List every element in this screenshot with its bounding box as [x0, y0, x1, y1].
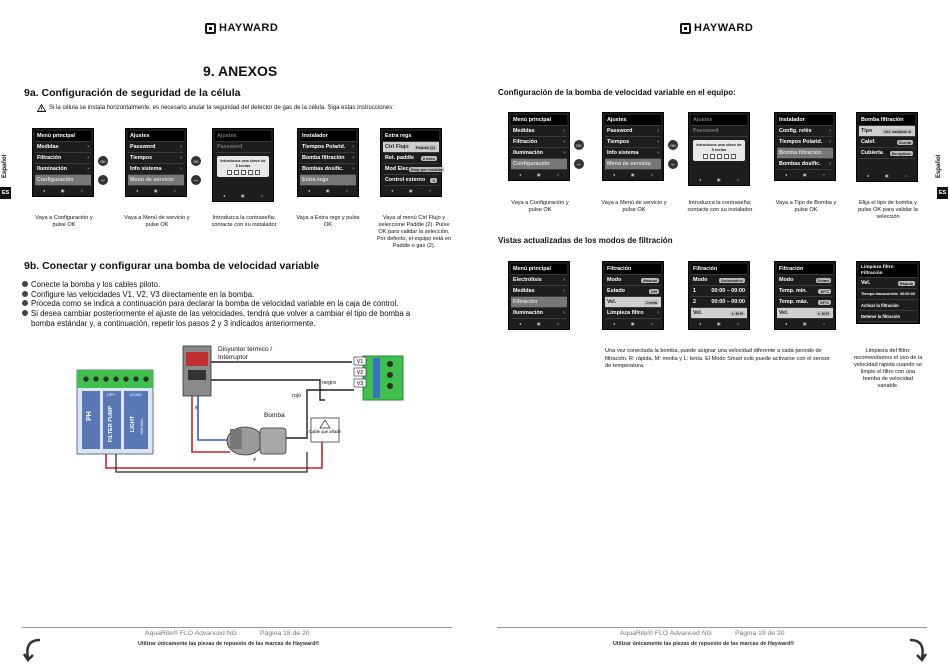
list-item: Configure las velocidades V1, V2, V3 directamente en la bomba. [22, 290, 422, 300]
back-icon: ◂ [42, 188, 45, 193]
menu-item-selected[interactable]: Configuración [511, 159, 567, 170]
caption-step-5: Elija el tipo de bomba y pulse OK para validar la selección [858, 200, 918, 220]
menu-item[interactable]: Filtración › [35, 153, 91, 164]
setting-row[interactable]: 1 00:00 – 00:00 [691, 286, 747, 297]
menu-item-selected[interactable]: Bomba filtración [777, 148, 833, 159]
board-dry-label: DRY [106, 392, 116, 397]
breaker-label: Disyuntor térmico / Interruptor [218, 346, 273, 362]
screen-title: Ajustes [691, 115, 747, 126]
password-popup[interactable]: Introduzca una clave de 5 teclas [693, 140, 745, 161]
menu-item[interactable]: Info sistema › [128, 164, 184, 175]
screen-footer [35, 186, 91, 195]
setting-row[interactable]: 2 00:00 – 00:00 [691, 297, 747, 308]
terminal-v1-label: V1 [356, 359, 364, 365]
back-arrow-icon: ↩ [668, 159, 678, 169]
wire-red-label: rojo [292, 393, 302, 399]
setting-row: Tiempo transcurrido 00:00:00 [859, 289, 917, 300]
caption-step-4: Vaya a Extra regs y pulse OK [296, 215, 360, 228]
view-filtration-auto: Filtración Modo Automático 1 00:00 – 00:00 2 00:00 – 00:00 Vel. L M R ◂ ▣ ⌂ [688, 261, 750, 330]
ok-button-icon: OK [98, 156, 108, 166]
setting-row[interactable]: Modo Manual [605, 275, 661, 286]
menu-item[interactable]: Iluminación › [35, 164, 91, 175]
footer-divider [22, 627, 452, 628]
list-item: Conecte la bomba y los cables piloto. [22, 280, 422, 290]
screen-title: Bomba filtración [859, 115, 915, 126]
menu-item[interactable]: Filtración › [511, 137, 567, 148]
screen-installer: Instalador Config. relés › Tiempos Polarid. › Bomba filtración Bombas dosific. › ◂ ▣ ⌂ [774, 112, 836, 181]
language-tab: Español [2, 154, 8, 178]
menu-item-selected[interactable]: Filtración [511, 297, 567, 308]
screen-password: Ajustes Password Introduzca una clave de 5 teclas ◂ ▣ ⌂ [212, 128, 274, 202]
ok-button-icon: OK [574, 140, 584, 150]
hayward-logo: HAYWARD [205, 22, 278, 34]
menu-item[interactable]: Password › [128, 142, 184, 153]
section-9a-title: 9a. Configuración de seguridad de la célula [24, 87, 241, 99]
menu-item-selected[interactable]: Extra regs [300, 175, 356, 186]
setting-row[interactable]: Limpieza filtro › [605, 308, 661, 319]
terminal-v2-label: V2 [356, 370, 364, 376]
board-ph-label: PH [86, 411, 93, 421]
stop-filtration-button[interactable]: Detener la filtración [859, 311, 917, 322]
caption-filtration-modes: Una vez conectada la bomba, puede asignar una velocidad diferente a cada periodo de filtración. R: rápida, M: media y L: lenta. El Modo Smart solo puede activarse con el sensor de temperatura. [605, 348, 830, 370]
menu-item[interactable]: Iluminación › [511, 148, 567, 159]
screen-title: Ajustes [215, 131, 271, 142]
footer-note: Utilizar únicamente las piezas de repuesto de las marcas de Hayward® [138, 641, 320, 647]
screen-settings: Ajustes Password › Tiempos › Info sistema › Menú de servicio ◂ ▣ ⌂ [602, 112, 664, 181]
screen-settings: Ajustes Password › Tiempos › Info sistema › Menú de servicio ◂ ▣ ⌂ [125, 128, 187, 197]
setting-row[interactable]: Tipo Vel. variable A [859, 126, 915, 137]
menu-item[interactable]: Tiempos Polarid. › [777, 137, 833, 148]
hayward-logo-icon [205, 23, 216, 34]
ok-button-icon: OK [668, 140, 678, 150]
menu-item[interactable]: Bombas dosific. › [777, 159, 833, 170]
view-main-menu: Menú principal Electrólisis › Medidas › Filtración Iluminación › ◂ ▣ ⌂ [508, 261, 570, 330]
menu-item[interactable]: Tiempos Polarid. › [300, 142, 356, 153]
screen-title: Menú principal [35, 131, 91, 142]
menu-item[interactable]: Info sistema › [605, 148, 661, 159]
menu-item[interactable]: Iluminación › [511, 308, 567, 319]
setting-row[interactable]: Vel. Rápida [859, 278, 917, 289]
language-code: ES [937, 187, 948, 199]
page-curl-back-icon[interactable] [22, 636, 44, 662]
menu-item: Password [215, 142, 271, 153]
caption-step-2: Vaya a Menú de servicio y pulse OK [124, 215, 190, 228]
view-filtration-smart: Filtración Modo Smart Temp. mín. 10°C Temp. máx. 25°C Vel. L M R ◂ ▣ ⌂ [774, 261, 836, 330]
view-filtration-manual: Filtración Modo Manual Estado ON Vel. Lenta Limpieza filtro › ◂ ▣ ⌂ [602, 261, 664, 330]
ok-button-icon: OK [191, 156, 201, 166]
footer-product: AquaRite® FLO Advanced NG [620, 630, 712, 637]
svg-text:⚡: ⚡ [194, 405, 199, 412]
list-item: Si desea cambiar posteriormente el ajuste de las velocidades, tendrá que volver a cambiar el tipo de bomba a bomba estándar y, a continuación, repetir los pasos 2 y 3 indicados anteriormente. [22, 309, 422, 328]
setting-row[interactable]: Ret. paddle 0 secs [383, 153, 439, 164]
screen-title: Menú principal [511, 264, 567, 275]
board-filter-label: FILTER PUMP [108, 405, 114, 443]
heading-pump-config: Configuración de la bomba de velocidad variable en el equipo: [498, 88, 736, 97]
view-filter-cleaning [856, 261, 920, 324]
screen-title: Instalador [300, 131, 356, 142]
menu-item[interactable]: Password › [605, 126, 661, 137]
back-arrow-icon: ↩ [191, 175, 201, 185]
setting-row[interactable]: Modo Automático [691, 275, 747, 286]
screen-title: Filtración [691, 264, 747, 275]
menu-item: Password [691, 126, 747, 137]
setting-row[interactable]: Ctrl Flujo Paddle (2) [383, 142, 439, 153]
menu-item[interactable]: Tiempos › [605, 137, 661, 148]
setting-row[interactable]: Control externo X [383, 175, 439, 186]
caption-step-3: Introduzca la contraseña: contacte con su instalador [687, 200, 753, 213]
setting-row[interactable]: Mod Elec Stop por medida [383, 164, 439, 175]
instructions-list [22, 280, 422, 329]
back-arrow-icon: ↩ [98, 175, 108, 185]
language-code: ES [0, 187, 11, 199]
screen-title: Instalador [777, 115, 833, 126]
setting-row[interactable]: Vel. Lenta [605, 297, 661, 308]
screen-extra-regs: Extra regs Ctrl Flujo Paddle (2) Ret. paddle 0 secs Mod Elec Stop por medida Control externo X ◂ ▣ ⌂ [380, 128, 442, 197]
screen-installer: Instalador Tiempos Polarid. › Bomba filtración › Bombas dosific. › Extra regs ◂ ▣ ⌂ [297, 128, 359, 197]
screen-main-menu [32, 128, 94, 197]
menu-item-selected[interactable]: Configuración [35, 175, 91, 186]
screen-title: Filtración [605, 264, 661, 275]
caption-step-3: Introduzca la contraseña: contacte con su instalador [211, 215, 277, 228]
warning-icon [37, 104, 46, 112]
board-max-label: 60W MAX. [140, 417, 144, 435]
language-tab: Español [936, 154, 942, 178]
setting-row[interactable]: Cubierta No aplicar [859, 148, 915, 159]
menu-item-selected[interactable]: Menú de servicio [128, 175, 184, 186]
caption-step-1: Vaya a Configuración y pulse OK [511, 200, 569, 213]
back-arrow-icon: ↩ [574, 159, 584, 169]
caption-step-1: Vaya a Configuración y pulse OK [35, 215, 93, 228]
password-popup[interactable]: Introduzca una clave de 5 teclas [217, 156, 269, 177]
screen-title: Limpieza filtro Filtración [859, 264, 917, 278]
page-curl-forward-icon[interactable] [906, 636, 928, 662]
screen-filtration-pump: Bomba filtración Tipo Vel. variable A Calef. Sonda Cubierta No aplicar ◂ ▣ ⌂ [856, 112, 918, 182]
caption-filter-cleaning: Limpieza del filtro: recomendamos el uso de la velocidad rápida cuando se limpie el filtro con una bomba de velocidad variable. [853, 348, 923, 389]
home-icon: ⌂ [80, 188, 84, 193]
start-filtration-button[interactable]: Activar la filtración [859, 300, 917, 311]
setting-row[interactable]: Calef. Sonda [859, 137, 915, 148]
setting-row[interactable]: Vel. L M R [777, 308, 833, 319]
footer-page: Página 18 de 20 [260, 630, 310, 637]
setting-row[interactable]: Temp. mín. 10°C [777, 286, 833, 297]
menu-item[interactable]: Bombas dosific. › [300, 164, 356, 175]
screen-title: Menú principal [511, 115, 567, 126]
hayward-logo: HAYWARD [680, 22, 753, 34]
terminal-v3-label: V3 [356, 381, 364, 387]
list-item: Proceda como se indica a continuación para declarar la bomba de velocidad variable en la caja de control. [22, 299, 422, 309]
footer-note: Utilizar únicamente las piezas de repuesto de las marcas de Hayward® [613, 641, 795, 647]
wire-black-label: negro [322, 380, 337, 386]
caption-step-4: Vaya a Tipo de Bomba y pulse OK [775, 200, 837, 213]
setting-row[interactable]: Vel. L M R [691, 308, 747, 319]
screen-title: Filtración [777, 264, 833, 275]
footer-page: Página 19 de 20 [735, 630, 785, 637]
menu-item[interactable]: Bomba filtración › [300, 153, 356, 164]
footer-divider [497, 627, 927, 628]
cable-note-text: Cable que añadir [309, 429, 341, 434]
setting-row[interactable]: Temp. máx. 25°C [777, 297, 833, 308]
menu-item[interactable]: Electrólisis › [511, 275, 567, 286]
screen-title: Ajustes [605, 115, 661, 126]
board-12vac-label: 12VAC [129, 392, 143, 397]
save-icon: ▣ [60, 188, 65, 193]
right-page [475, 0, 950, 671]
screen-main-menu: Menú principal Medidas › Filtración › Iluminación › Configuración ◂ ▣ ⌂ [508, 112, 570, 181]
section-9b-title: 9b. Conectar y configurar una bomba de velocidad variable [24, 260, 320, 272]
heading-filtration-views: Vistas actualizadas de los modos de filtración [498, 236, 673, 245]
hayward-logo-icon [680, 23, 691, 34]
board-light-label: LIGHT [130, 415, 136, 433]
screen-password: Ajustes Password Introduzca una clave de 5 teclas ◂ ▣ ⌂ [688, 112, 750, 186]
menu-item[interactable]: Config. relés › [777, 126, 833, 137]
caption-step-2: Vaya a Menú de servicio y pulse OK [601, 200, 667, 213]
menu-item-selected[interactable]: Menú de servicio [605, 159, 661, 170]
screen-title: Extra regs [383, 131, 439, 142]
menu-item[interactable]: Tiempos › [128, 153, 184, 164]
screen-title: Ajustes [128, 131, 184, 142]
svg-text:⚡: ⚡ [252, 457, 257, 464]
setting-row[interactable]: Estado ON [605, 286, 661, 297]
menu-item[interactable]: Medidas › [511, 126, 567, 137]
chapter-title: 9. ANEXOS [203, 63, 278, 79]
menu-item[interactable]: Medidas › [35, 142, 91, 153]
setting-row[interactable]: Modo Smart [777, 275, 833, 286]
warning-note: Si la célula se instala horizontalmente, es necesario anular la seguridad del detector de gas de la célula. Siga estas instrucciones: [37, 104, 394, 112]
caption-step-5: Vaya al menú Ctrl Flujo y seleccione Paddle (2). Pulse OK para validar la selección. Por defecto, el equipo está en Paddle o gas (2). [376, 215, 452, 249]
menu-item[interactable]: Medidas › [511, 286, 567, 297]
footer-product: AquaRite® FLO Advanced NG [145, 630, 237, 637]
pump-label: Bomba [264, 412, 285, 419]
